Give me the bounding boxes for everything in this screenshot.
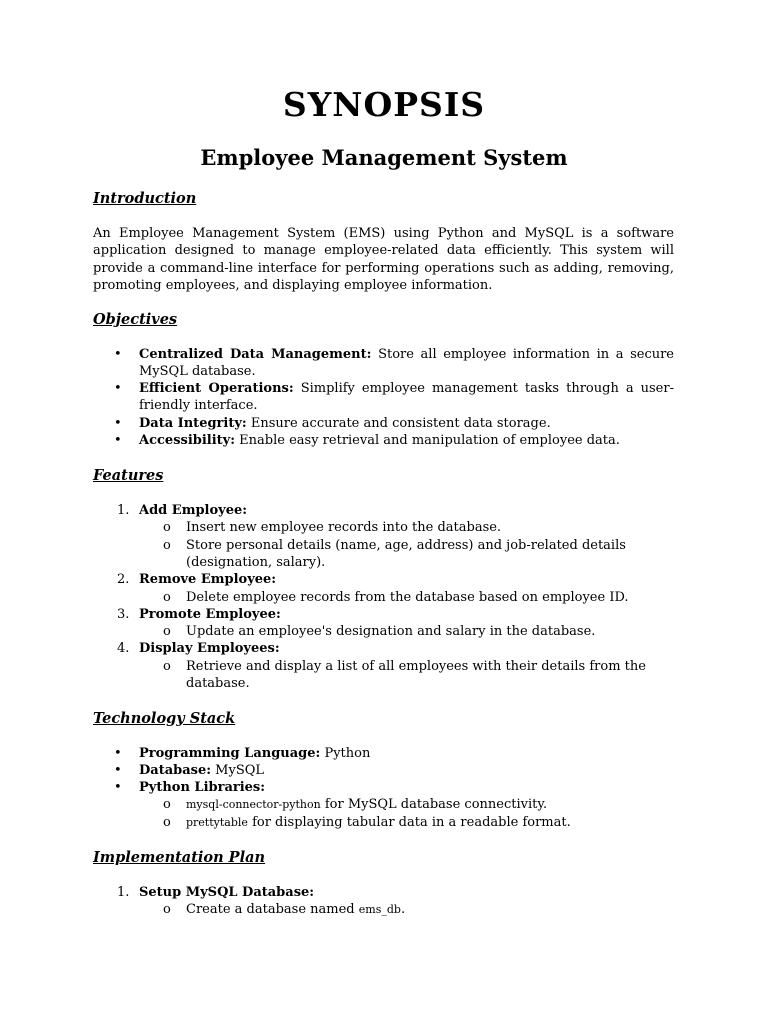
sub-bullet-marker: o (163, 520, 171, 535)
sub-bullet-marker: o (163, 538, 171, 553)
introduction-paragraph: An Employee Management System (EMS) using Python and MySQL is a software application designed to manage employee-related data efficiently. This system will provide a command-line interface for performing operations such as adding, removing, promoting employees, and displaying employee information. (93, 226, 674, 293)
list-number: 4. (117, 641, 130, 656)
feature-item (139, 606, 674, 623)
objective-item (139, 415, 674, 432)
tech-item (139, 745, 674, 762)
objective-item (139, 346, 674, 381)
tech-text: Python (324, 746, 371, 761)
feature-sub-item: Insert new employee records into the database. (186, 520, 502, 535)
bullet-marker: • (114, 433, 122, 448)
tech-stack-heading: Technology Stack (93, 710, 236, 727)
feature-sub-item: Delete employee records from the database based on employee ID. (186, 590, 629, 605)
objective-text: Simplify employee management tasks through a user-friendly interface. (139, 381, 674, 414)
sub-bullet-marker: o (163, 902, 171, 917)
sub-bullet-marker: o (163, 815, 171, 830)
feature-sub-item: Store personal details (name, age, address) and job-related details (designation, salary). (186, 538, 626, 571)
objective-item (139, 432, 674, 449)
list-number: 3. (117, 607, 130, 622)
document-subtitle: Employee Management System (200, 145, 568, 170)
features-heading: Features (93, 467, 164, 484)
feature-label: Remove Employee: (139, 572, 277, 587)
introduction-heading: Introduction (93, 190, 197, 207)
implementation-heading: Implementation Plan (93, 849, 266, 866)
library-name: prettytable (186, 816, 248, 829)
objective-text: Store all employee information in a secure MySQL database. (139, 347, 675, 380)
library-description: for displaying tabular data in a readable format. (252, 815, 571, 830)
list-number: 1. (117, 503, 130, 518)
sentence-end: . (400, 902, 406, 917)
tech-text: MySQL (215, 763, 265, 778)
bullet-marker: • (114, 746, 122, 761)
bullet-marker: • (114, 780, 122, 795)
implementation-label: Setup MySQL Database: (139, 885, 315, 900)
tech-label: Python Libraries: (139, 780, 266, 795)
library-name: mysql-connector-python (186, 798, 321, 811)
list-number: 2. (117, 572, 130, 587)
list-number: 1. (117, 885, 130, 900)
sub-bullet-marker: o (163, 624, 171, 639)
implementation-sub-item (186, 901, 666, 918)
feature-sub-item: Update an employee's designation and salary in the database. (186, 624, 596, 639)
objective-text: Enable easy retrieval and manipulation of employee data. (239, 433, 620, 448)
objective-label: Data Integrity: (139, 416, 247, 431)
sub-bullet-marker: o (163, 590, 171, 605)
feature-label: Promote Employee: (139, 607, 281, 622)
objective-label: Accessibility: (139, 433, 236, 448)
feature-item (139, 502, 674, 519)
bullet-marker: • (114, 416, 122, 431)
sub-bullet-marker: o (163, 659, 171, 674)
objective-label: Centralized Data Management: (139, 347, 372, 362)
objective-item (139, 380, 674, 415)
tech-item (139, 762, 674, 779)
implementation-sub-text: Create a database named (186, 902, 355, 917)
objectives-heading: Objectives (93, 311, 178, 328)
database-name: ems_db (358, 903, 401, 916)
library-description: for MySQL database connectivity. (324, 797, 548, 812)
tech-label: Programming Language: (139, 746, 321, 761)
bullet-marker: • (114, 763, 122, 778)
library-item (186, 796, 666, 813)
bullet-marker: • (114, 347, 122, 362)
feature-item (139, 640, 674, 657)
tech-label: Database: (139, 763, 212, 778)
objective-label: Efficient Operations: (139, 381, 294, 396)
tech-item (139, 779, 674, 796)
objective-text: Ensure accurate and consistent data storage. (250, 416, 551, 431)
feature-sub-item: Retrieve and display a list of all employees with their details from the database. (186, 659, 646, 692)
feature-label: Display Employees: (139, 641, 280, 656)
library-item (186, 814, 666, 831)
bullet-marker: • (114, 381, 122, 396)
sub-bullet-marker: o (163, 797, 171, 812)
document-title: SYNOPSIS (282, 85, 486, 124)
feature-item (139, 571, 674, 588)
implementation-item (139, 884, 674, 901)
feature-label: Add Employee: (139, 503, 248, 518)
